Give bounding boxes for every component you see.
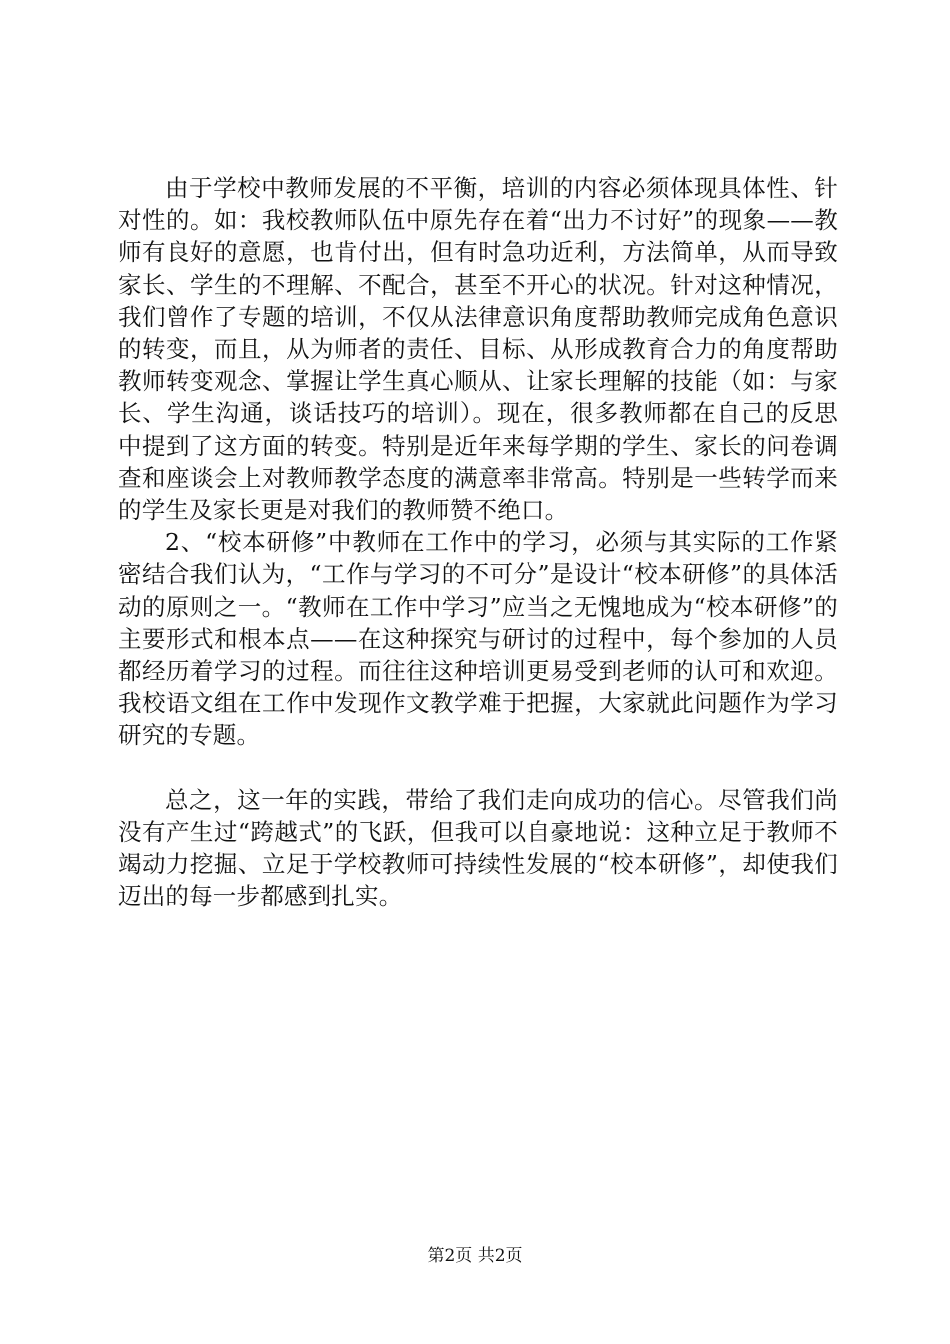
document-body <box>118 172 838 912</box>
paragraph-training-content: 由于学校中教师发展的不平衡，培训的内容必须体现具体性、针对性的。如：我校教师队伍中原先存在着“出力不讨好”的现象——教师有良好的意愿，也肯付出，但有时急功近利，方法简单，从而导致家长、学生的不理解、不配合，甚至不开心的状况。针对这种情况，我们曾作了专题的培训，不仅从法律意识角度帮助教师完成角色意识的转变，而且，从为师者的责任、目标、从形成教育合力的角度帮助教师转变观念、掌握让学生真心顺从、让家长理解的技能（如：与家长、学生沟通，谈话技巧的培训）。现在，很多教师都在自己的反思中提到了这方面的转变。特别是近年来每学期的学生、家长的问卷调查和座谈会上对教师教学态度的满意率非常高。特别是一些转学而来的学生及家长更是对我们的教师赞不绝口。 <box>118 174 838 525</box>
paragraph-work-learning: 2、“校本研修”中教师在工作中的学习，必须与其实际的工作紧密结合我们认为，“工作与学习的不可分”是设计“校本研修”的具体活动的原则之一。“教师在工作中学习”应当之无愧地成为“校本研修”的主要形式和根本点——在这种探究与研讨的过程中，每个参加的人员都经历着学习的过程。而往往这种培训更易受到老师的认可和欢迎。我校语文组在工作中发现作文教学难于把握，大家就此问题作为学习研究的专题。 <box>118 528 838 750</box>
paragraph-conclusion: 总之，这一年的实践，带给了我们走向成功的信心。尽管我们尚没有产生过“跨越式”的飞跃，但我可以自豪地说：这种立足于教师不竭动力挖掘、立足于学校教师可持续性发展的“校本研修”，却使我们迈出的每一步都感到扎实。 <box>118 785 838 911</box>
page-number-footer: 第2页 共2页 <box>427 1246 523 1266</box>
paragraph-spacer <box>118 752 838 784</box>
